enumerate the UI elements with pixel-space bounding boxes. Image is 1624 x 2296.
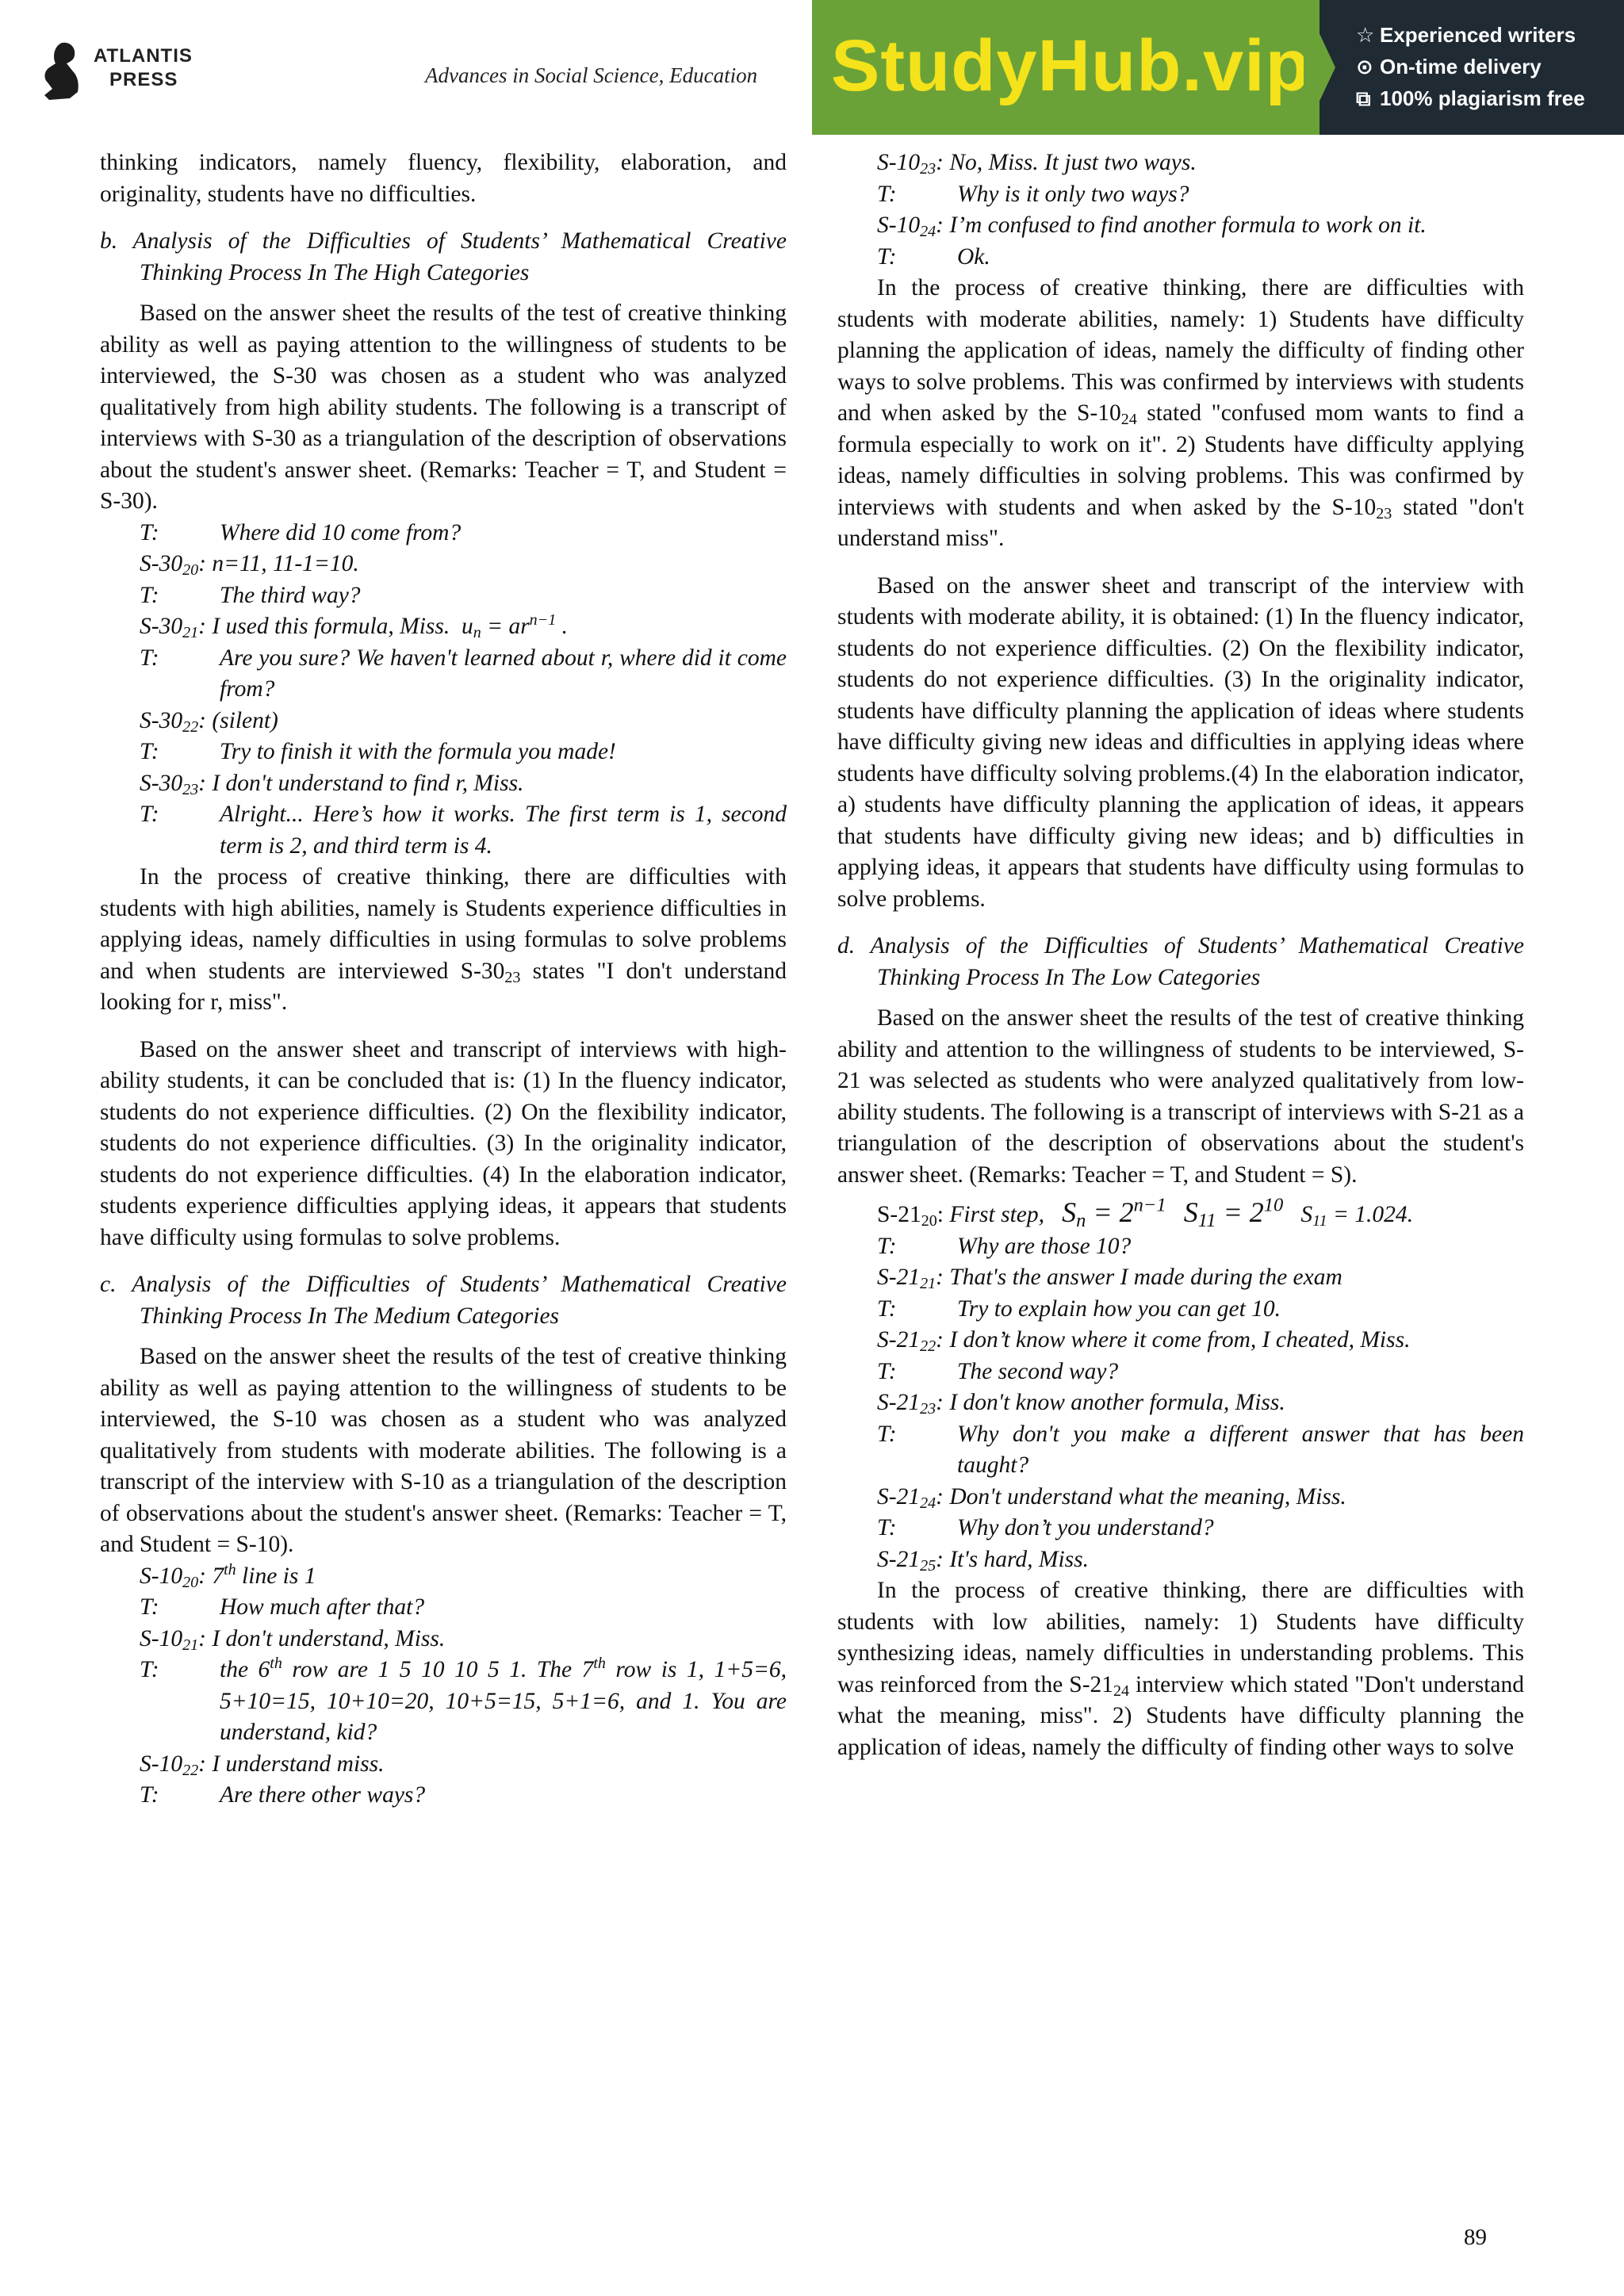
speaker: S-21 [877, 1327, 921, 1353]
banner-feature-delivery [1356, 51, 1585, 82]
publisher-line1: ATLANTIS [94, 45, 193, 67]
dialogue-line [837, 1513, 1524, 1544]
speaker-index: 21 [182, 624, 199, 641]
speaker-index: 20 [921, 1212, 937, 1230]
utterance: : n=11, 11-1=10. [198, 551, 359, 576]
speaker: S-21 [877, 1202, 921, 1227]
dialogue-line [837, 1544, 1524, 1576]
star-icon: ☆ [1356, 23, 1375, 47]
dialogue-line [100, 1624, 787, 1655]
banner-features [1356, 19, 1585, 114]
speaker-index: 22 [920, 1337, 936, 1355]
dialogue-line [837, 1294, 1524, 1326]
speaker: T: [877, 1515, 897, 1540]
speaker: T: [877, 1295, 897, 1322]
utterance: the 6th row are 1 5 10 10 5 1. The 7th row is 1, 1+5=6, 5+10=15, 10+10=20, 10+5=15, 5+1=6, and 1. You are understand, kid? [220, 1654, 787, 1745]
speaker: T: [140, 645, 159, 671]
dialogue-line [100, 799, 787, 862]
utterance: : I don't know another formula, Miss. [936, 1390, 1285, 1415]
dialogue-line [837, 210, 1524, 242]
copy-icon: ⧉ [1356, 86, 1371, 110]
clock-icon: ⊙ [1356, 55, 1373, 78]
publisher-name [94, 44, 193, 92]
speaker: T: [877, 243, 897, 270]
speaker-index: 20 [182, 1573, 199, 1591]
studyhub-banner[interactable] [812, 0, 1624, 135]
formula-s11-power: $S_{11} = 2^{10}$ [1183, 1194, 1284, 1232]
speaker: T: [140, 1594, 159, 1620]
speaker-index: 24 [920, 223, 936, 240]
dialogue-line [100, 1749, 787, 1781]
speaker: T: [140, 1782, 159, 1808]
speaker: S-10 [140, 1563, 183, 1589]
dialogue-line [837, 1231, 1524, 1263]
utterance: : Don't understand what the meaning, Miss. [936, 1483, 1346, 1510]
speaker: T: [140, 1657, 159, 1682]
speaker: S-30 [140, 551, 183, 576]
dialogue-line [100, 518, 787, 549]
utterance: Try to explain how you can get 10. [957, 1295, 1281, 1322]
speaker: T: [140, 582, 159, 608]
speaker-index: 21 [182, 1636, 199, 1654]
banner-arrow-shape [1304, 0, 1335, 135]
utterance: The third way? [220, 582, 361, 608]
dialogue-line [100, 580, 787, 612]
speaker: T: [877, 1358, 897, 1384]
paragraph: Based on the answer sheet the results of the test of creative thinking ability as well as paying attention to the willingness of students to be interviewed, the S-30 was chosen as a student who was analyzed qualitatively from high ability students. The following is a transcript of interviews with S-30 as a triangulation of the description of observations about the student's answer sheet. (Remarks: Teacher = T, and Student = S-30). [100, 300, 787, 514]
utterance: Where did 10 come from? [220, 519, 462, 545]
section-heading-d: d. Analysis of the Difficulties of Students’ Mathematical Creative Thinking Process In The Low Categories [837, 933, 1524, 990]
utterance: The second way? [957, 1358, 1119, 1384]
paragraph: In the process of creative thinking, there are difficulties with students with moderate abilities, namely: 1) Students have difficulty planning the application of ideas, namely the difficulty of finding other ways to solve problems. This was confirmed by interviews with students and when asked by the $S-10_{24}$ stated "confused mom wants to find a formula especially to work on it". 2) Students have difficulty applying ideas, namely difficulties in solving problems. This was confirmed by interviews with students and when asked by the $S-10_{23}$ stated "don't understand miss". [837, 275, 1525, 551]
utterance: How much after that? [220, 1594, 425, 1620]
banner-feature-plagiarism [1356, 82, 1585, 114]
speaker: S-21 [877, 1483, 921, 1510]
section-heading-b: b. Analysis of the Difficulties of Students’ Mathematical Creative Thinking Process In The High Categories [100, 228, 787, 285]
dialogue-line [837, 1357, 1524, 1388]
utterance: Are there other ways? [220, 1782, 426, 1808]
speaker-index: 25 [920, 1556, 936, 1575]
speaker-index: 23 [920, 160, 936, 178]
utterance: Why don’t you understand? [957, 1515, 1214, 1540]
speaker: T: [140, 802, 159, 827]
paragraph: Based on the answer sheet the results of the test of creative thinking ability as well as paying attention to the willingness of students to be interviewed, the S-10 was chosen as a student who was analyzed qualitatively from students with moderate abilities. The following is a transcript of the interview with S-10 as a triangulation of the description of observations about the student's answer sheet. (Remarks: Teacher = T, and Student = S-10). [100, 1344, 787, 1557]
speaker: S-21 [877, 1546, 921, 1572]
speaker: T: [877, 1233, 897, 1259]
speaker-index: 23 [182, 780, 199, 798]
utterance: : I used this formula, Miss. [198, 614, 450, 639]
publisher-line2: PRESS [109, 69, 178, 90]
dialogue-line [100, 737, 787, 768]
utterance: First step, [949, 1202, 1045, 1227]
speaker: T: [140, 519, 159, 545]
dialogue-line [100, 611, 787, 643]
utterance: : I understand miss. [198, 1751, 385, 1777]
speaker: T: [877, 181, 897, 207]
speaker: S-10 [877, 212, 921, 238]
utterance: Why don't you make a different answer that has been taught? [957, 1421, 1524, 1478]
page-number: 89 [1464, 2225, 1487, 2250]
banner-brand-area [812, 0, 1320, 135]
speaker: S-30 [140, 770, 183, 796]
speaker: S-10 [877, 150, 921, 175]
right-column [837, 147, 1524, 1763]
paragraph: Based on the answer sheet the results of the test of creative thinking ability and attention to the willingness of students to be interviewed, S-21 was selected as students who were analyzed qualitatively from low-ability students. The following is a transcript of interviews with S-21 as a triangulation of the description of observations about the student's answer sheet. (Remarks: Teacher = T, and Student = S). [837, 1005, 1524, 1188]
running-head: Advances in Social Science, Education [425, 63, 758, 87]
speaker-index: 22 [182, 718, 199, 736]
speaker-index: 24 [920, 1494, 936, 1512]
dialogue-line [837, 147, 1524, 179]
utterance: : I’m confused to find another formula to work on it. [936, 212, 1427, 238]
speaker-index: 22 [182, 1761, 199, 1779]
dialogue-line [100, 768, 787, 800]
formula-sn: $S_n = 2^{n-1}$ [1062, 1194, 1166, 1232]
utterance: Try to finish it with the formula you made! [220, 739, 616, 764]
utterance: Why are those 10? [957, 1233, 1132, 1259]
dialogue-line [837, 1387, 1524, 1419]
dialogue-line [837, 242, 1524, 274]
utterance: Ok. [957, 243, 990, 270]
dialogue-line [100, 1592, 787, 1624]
dialogue-line [100, 706, 787, 737]
speaker: T: [140, 739, 159, 764]
dialogue-line: $S-10_{20}$: 7th line is 1 [140, 1560, 316, 1591]
formula-un: $u_n = ar^{n-1}$ . [462, 610, 568, 641]
banner-feature-label: 100% plagiarism free [1380, 86, 1585, 110]
utterance: : That's the answer I made during the exam [936, 1265, 1342, 1290]
speaker: S-10 [140, 1751, 183, 1777]
utterance: Why is it only two ways? [957, 181, 1189, 207]
page-header [0, 0, 1624, 135]
speaker-index: 20 [182, 561, 199, 579]
dialogue-line [100, 549, 787, 580]
utterance: : It's hard, Miss. [936, 1546, 1089, 1572]
speaker-index: 21 [920, 1275, 936, 1292]
banner-brand: StudyHub.vip [831, 25, 1311, 106]
utterance: : I don't understand, Miss. [198, 1625, 446, 1651]
utterance: Alright... Here’s how it works. The first term is 1, second term is 2, and third term is 4. [220, 802, 787, 859]
dialogue-line: $S-21_{20}$: First step, $S_n = 2^{n-1}$ $S_{11} = 2^{10}$ $S_{11} = 1.024$. [877, 1194, 1414, 1232]
utterance: Are you sure? We haven't learned about r, where did it come from? [220, 645, 787, 702]
utterance: : I don’t know where it come from, I cheated, Miss. [936, 1327, 1411, 1353]
paragraph: thinking indicators, namely fluency, flexibility, elaboration, and originality, students have no difficulties. [100, 150, 787, 207]
speaker: T: [877, 1421, 897, 1447]
speaker: S-30 [140, 707, 183, 733]
banner-feature-label: On-time delivery [1380, 55, 1542, 78]
speaker: S-21 [877, 1265, 921, 1290]
speaker: S-30 [140, 614, 183, 639]
paragraph: In the process of creative thinking, there are difficulties with students with low abilities, namely: 1) Students have difficulty synthesizing ideas, namely difficulties in understanding problems. This was reinforced from the $S-21_{24}$ interview which stated "Don't understand what the meaning, miss". 2) Students have difficulty planning the application of ideas, namely the difficulty of finding other ways to solve [837, 1578, 1524, 1760]
speaker: S-21 [877, 1390, 921, 1415]
banner-feature-writers [1356, 19, 1585, 51]
thinker-icon [38, 40, 89, 103]
paragraph: Based on the answer sheet and transcript of the interview with students with moderate ability, it is obtained: (1) In the fluency indicator, students do not experience difficulties. (2) On the flexibility indicator, students do not experience difficulties. (3) In the originality indicator, students have difficulty planning the application of ideas where students have difficulty giving new ideas and difficulties in applying ideas where students have difficulty solving problems.(4) In the elaboration indicator, a) students have difficulty planning the application of ideas, it appears that students have difficulty giving new ideas; and b) difficulties in applying ideas, it appears that students have difficulty using formulas to solve problems. [837, 572, 1524, 912]
section-heading-c: c. Analysis of the Difficulties of Students’ Mathematical Creative Thinking Process In The Medium Categories [100, 1272, 787, 1329]
dialogue-line [837, 179, 1524, 211]
dialogue-line [100, 1655, 787, 1749]
formula-s11-value: $S_{11} = 1.024$. [1300, 1202, 1414, 1230]
utterance: : I don't understand to find r, Miss. [198, 770, 524, 796]
dialogue-line [837, 1325, 1524, 1357]
paragraph: Based on the answer sheet and transcript of interviews with high-ability students, it can be concluded that is: (1) In the fluency indicator, students do not experience difficulties. (2) On the flexibility indicator, students do not experience difficulties. (3) In the originality indicator, students do not experience difficulties. (4) In the elaboration indicator, students experience difficulties applying ideas, it appears that students have difficulty using formulas to solve problems. [100, 1036, 787, 1250]
dialogue-line [837, 1419, 1524, 1482]
dialogue-line [100, 1780, 787, 1812]
left-column [100, 147, 787, 1812]
paragraph: In the process of creative thinking, there are difficulties with students with high abilities, namely is Students experience difficulties in applying ideas, namely difficulties in using formulas to solve problems and when students are interviewed $S-30_{23}$ states "I don't understand looking for r, miss". [100, 864, 787, 1015]
dialogue-line [837, 1262, 1524, 1294]
dialogue-line [100, 643, 787, 706]
speaker: S-10 [140, 1625, 183, 1651]
dialogue-line [837, 1482, 1524, 1513]
utterance: : No, Miss. It just two ways. [936, 150, 1197, 175]
utterance: : (silent) [198, 707, 278, 733]
atlantis-press-logo [38, 40, 213, 111]
speaker-index: 23 [920, 1400, 936, 1418]
banner-feature-label: Experienced writers [1380, 23, 1576, 47]
